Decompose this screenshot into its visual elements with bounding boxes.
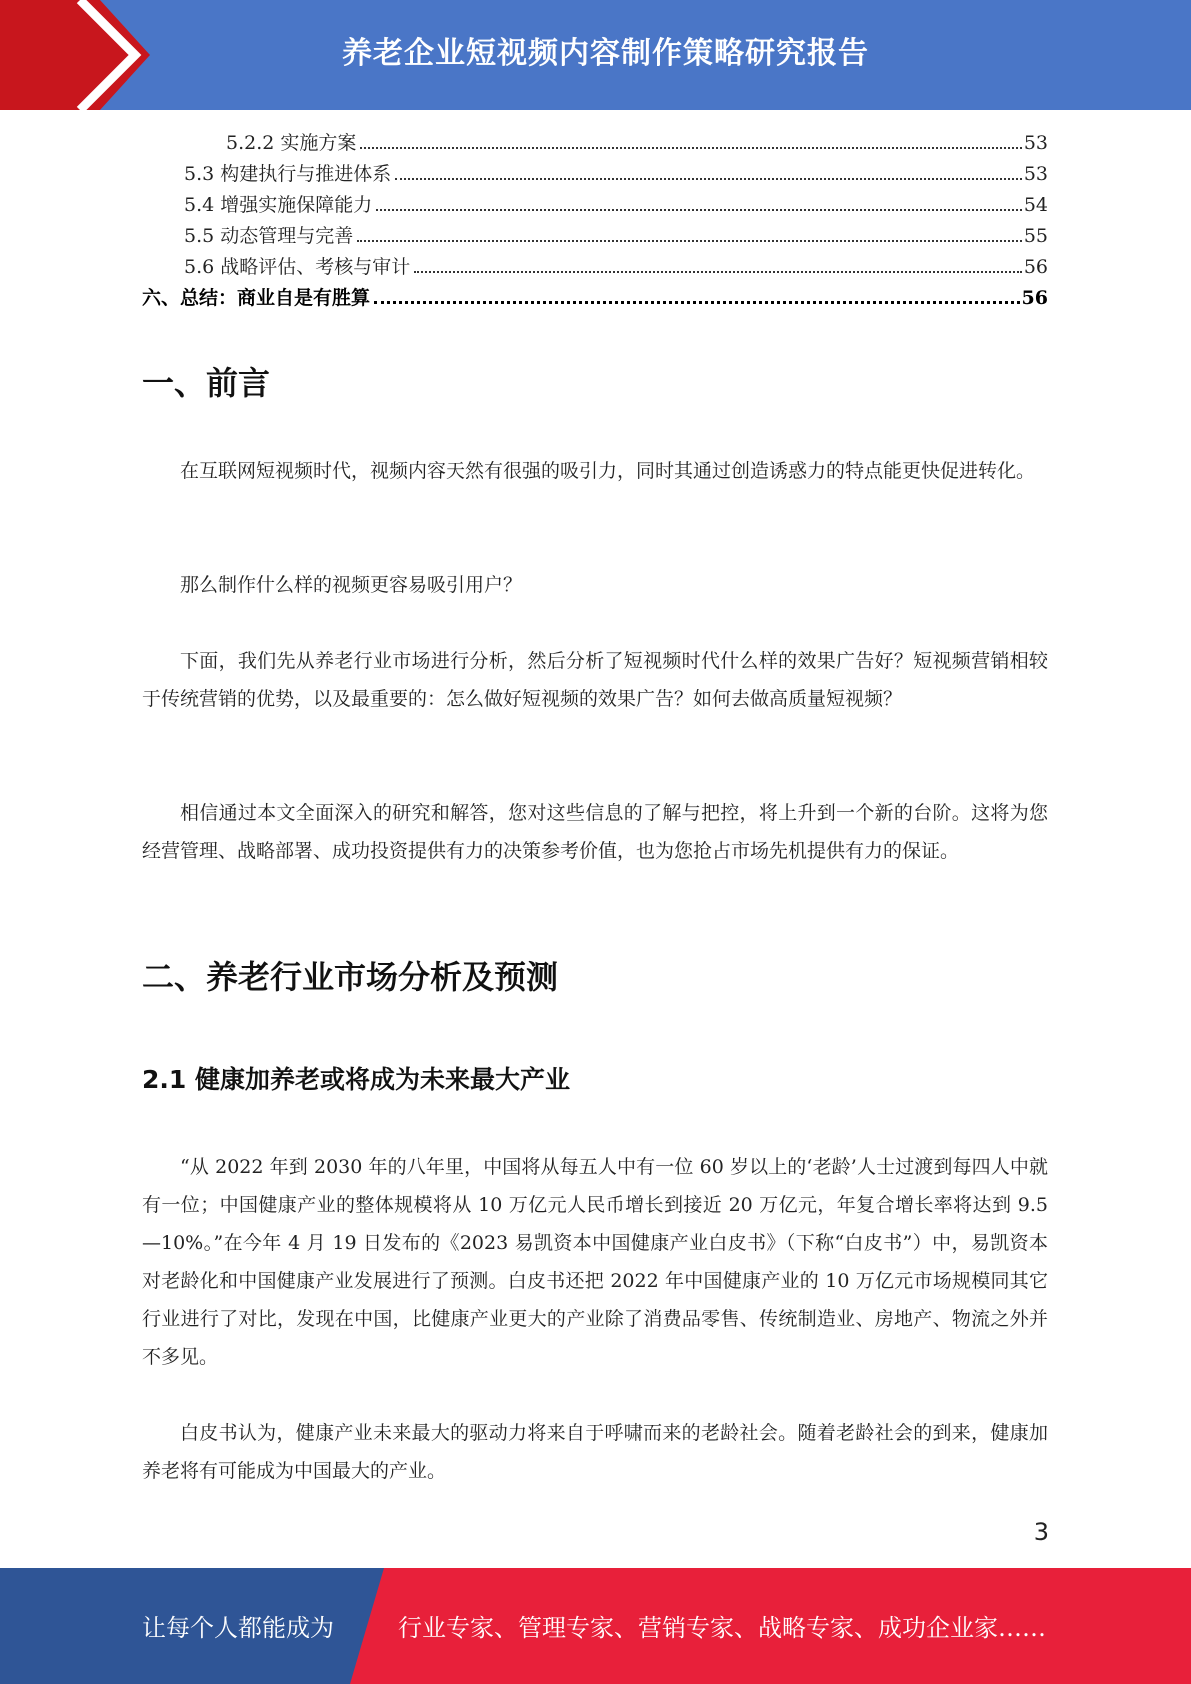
- body-paragraph: 下面，我们先从养老行业市场进行分析，然后分析了短视频时代什么样的效果广告好？短视频营销相较于传统营销的优势，以及最重要的：怎么做好短视频的效果广告？如何去做高质量短视频？: [142, 650, 1048, 710]
- toc-entry-page: 56: [1021, 287, 1048, 309]
- section-heading: 二、养老行业市场分析及预测: [142, 958, 559, 996]
- body-paragraph: 白皮书认为，健康产业未来最大的驱动力将来自于呼啸而来的老龄社会。随着老龄社会的到来，健康加养老将有可能成为中国最大的产业。: [142, 1422, 1048, 1482]
- toc-entry[interactable]: [142, 252, 1048, 283]
- page-number: 3: [1033, 1518, 1049, 1546]
- toc-entry[interactable]: [142, 221, 1048, 252]
- toc-entry[interactable]: [142, 190, 1048, 221]
- toc-entry[interactable]: [142, 159, 1048, 190]
- toc-entry-page: 54: [1023, 194, 1048, 216]
- body-paragraph: 相信通过本文全面深入的研究和解答，您对这些信息的了解与把控，将上升到一个新的台阶。这将为您经营管理、战略部署、成功投资提供有力的决策参考价值，也为您抢占市场先机提供有力的保证。: [142, 802, 1048, 862]
- toc-entry-page: 56: [1023, 256, 1048, 278]
- toc-entry-label: 六、总结：商业自是有胜算: [142, 287, 371, 309]
- toc-leader-dots: [414, 271, 1022, 273]
- report-title: 养老企业短视频内容制作策略研究报告: [342, 36, 869, 71]
- footer-slogan-left: 让每个人都能成为: [142, 1614, 334, 1642]
- body-paragraph: 那么制作什么样的视频更容易吸引用户？: [180, 574, 523, 596]
- toc-leader-dots: [376, 209, 1022, 211]
- toc-entry-label: 5.6 战略评估、考核与审计: [184, 256, 411, 278]
- toc-leader-dots: [374, 301, 1020, 304]
- toc-entry-label: 5.5 动态管理与完善: [184, 225, 354, 247]
- toc-entry-label: 5.4 增强实施保障能力: [184, 194, 373, 216]
- toc-leader-dots: [357, 240, 1022, 242]
- subsection-heading: 2.1 健康加养老或将成为未来最大产业: [142, 1065, 570, 1094]
- body-paragraph: 在互联网短视频时代，视频内容天然有很强的吸引力，同时其通过创造诱惑力的特点能更快促进转化。: [180, 460, 1036, 482]
- toc-entry-page: 55: [1023, 225, 1048, 247]
- toc-entry-page: 53: [1023, 163, 1048, 185]
- toc-entry-page: 53: [1023, 132, 1048, 154]
- footer-slogan-right: 行业专家、管理专家、营销专家、战略专家、成功企业家……: [398, 1614, 1046, 1642]
- toc-entry-label: 5.2.2 实施方案: [226, 132, 357, 154]
- toc-leader-dots: [360, 147, 1021, 149]
- body-paragraph: “从 2022 年到 2030 年的八年里，中国将从每五人中有一位 60 岁以上的‘老龄’人士过渡到每四人中就有一位；中国健康产业的整体规模将从 10 万亿元人民币增长到接近 20 万亿元，年复合增长率将达到 9.5—10%。”在今年 4 月 19 日发布的《2023 易凯资本中国健康产业白皮书》（下称“白皮书”）中，易凯资本对老龄化和中国健康产业发展进行了预测。白皮书还把 2022 年中国健康产业的 10 万亿元市场规模同其它行业进行了对比，发现在中国，比健康产业更大的产业除了消费品零售、传统制造业、房地产、物流之外并不多见。: [142, 1156, 1048, 1368]
- page-footer: [0, 1568, 1191, 1684]
- toc-entry[interactable]: [142, 128, 1048, 159]
- table-of-contents: [142, 128, 1048, 314]
- section-heading: 一、前言: [142, 364, 271, 402]
- page-header: [0, 0, 1191, 110]
- toc-leader-dots: [395, 178, 1022, 180]
- toc-entry[interactable]: [142, 283, 1048, 314]
- toc-entry-label: 5.3 构建执行与推进体系: [184, 163, 392, 185]
